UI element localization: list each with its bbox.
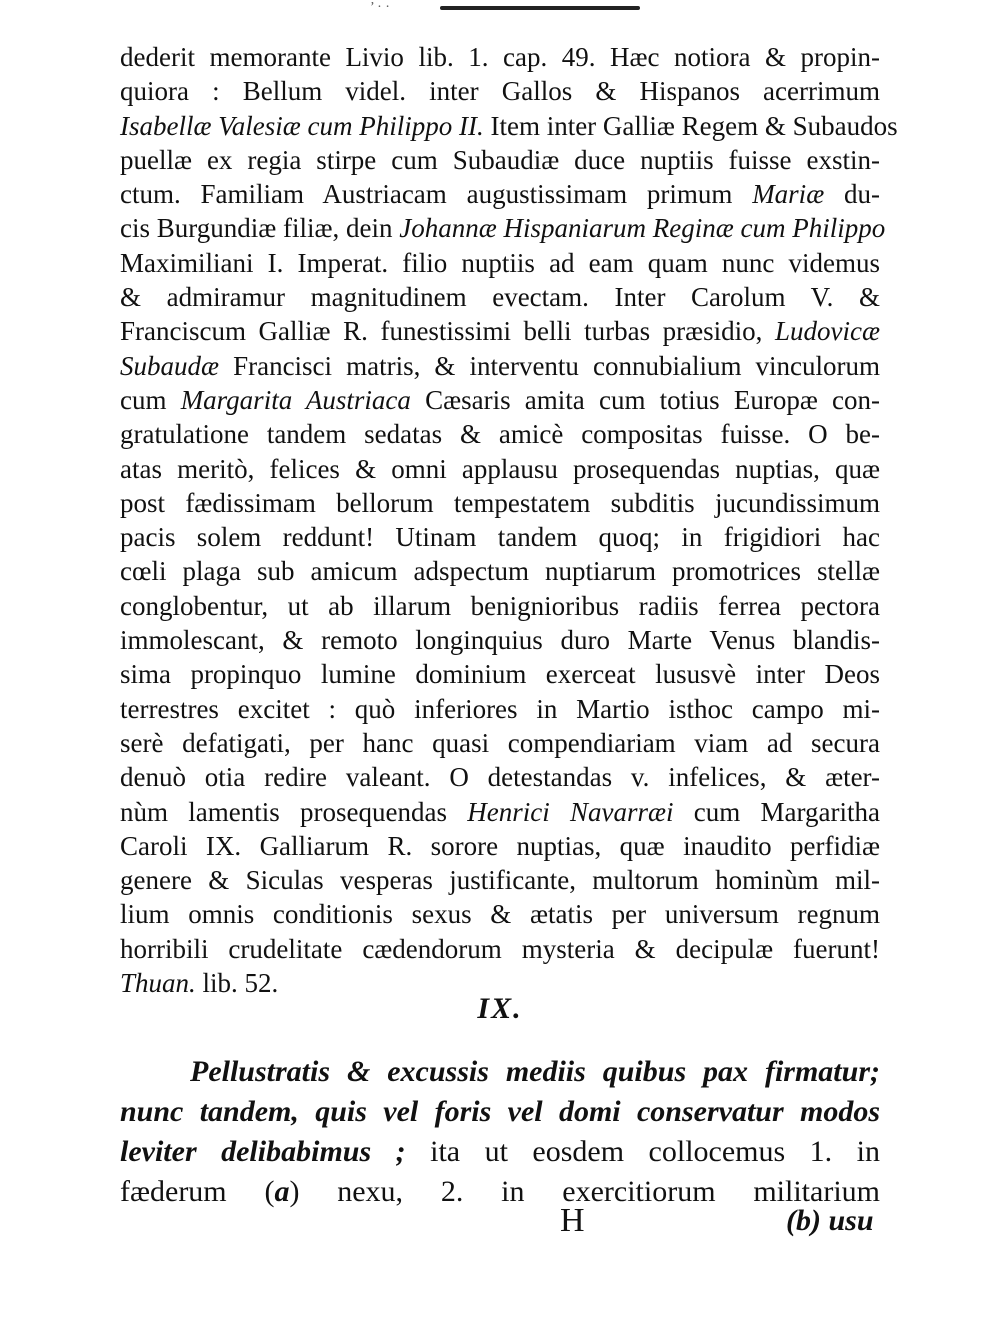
text-run: Cæsaris amita cum totius Europæ con- xyxy=(410,384,881,415)
text-run: cœli plaga sub amicum adspectum nuptiarum promotrices stellæ xyxy=(120,556,880,587)
text-line xyxy=(120,1092,880,1132)
text-run: Franciscum Galliæ R. funestissimi belli turbas præsidio, xyxy=(120,316,775,347)
catchword: (b) usu xyxy=(786,1204,874,1237)
section-text xyxy=(120,1052,880,1212)
text-run: post fædissimam bellorum tempestatem subditis jucundissimum xyxy=(120,487,880,518)
text-run: lium omnis conditionis sexus & ætatis per universum regnum xyxy=(120,899,880,930)
text-line xyxy=(120,486,880,520)
text-line xyxy=(120,657,880,691)
text-run: lib. 52. xyxy=(195,968,279,999)
text-run: pacis solem reddunt! Utinam tandem quoq; in frigidiori hac xyxy=(120,522,880,553)
text-run: du- xyxy=(824,179,880,210)
italic-text-run: Ludovicæ xyxy=(775,316,880,347)
text-run: cum xyxy=(120,384,181,415)
text-line xyxy=(120,897,880,931)
text-line xyxy=(120,932,880,966)
text-line xyxy=(120,211,886,245)
text-run: conglobentur, ut ab illarum benignioribus radiis ferrea pectora xyxy=(120,590,880,621)
text-run: cis Burgundiæ filiæ, dein xyxy=(120,213,400,244)
italic-text-run: Johannæ Hispaniarum Reginæ cum Philippo xyxy=(399,213,886,244)
text-line xyxy=(120,417,880,451)
text-line xyxy=(120,863,880,897)
text-line xyxy=(120,829,880,863)
text-run: Caroli IX. Galliarum R. sorore nuptias, quæ inaudito perfidiæ xyxy=(120,830,880,861)
top-rule xyxy=(440,6,640,10)
text-run: cum Margaritha xyxy=(673,796,880,827)
text-run: horribili crudelitate cædendorum mysteria & decipulæ fuerunt! xyxy=(120,933,880,964)
text-line xyxy=(120,1052,880,1092)
text-line xyxy=(120,246,880,280)
text-run: dederit memorante Livio lib. 1. cap. 49. Hæc notiora & propin- xyxy=(120,42,880,72)
text-run: denuò otia redire valeant. O detestandas v. infelices, & æter- xyxy=(120,762,880,793)
text-run: Maximiliani I. Imperat. filio nuptiis ad eam quam nunc videmus xyxy=(120,247,880,278)
top-marks: ’ · · xyxy=(370,0,390,15)
text-run: sima propinquo lumine dominium exerceat lususvè inter Deos xyxy=(120,659,880,690)
text-run: Item inter Galliæ Regem & Subaudos xyxy=(483,110,898,141)
italic-text-run: Mariæ xyxy=(752,179,825,210)
bold-italic-text-run: leviter delibabimus ; xyxy=(120,1135,406,1168)
text-line xyxy=(120,143,880,177)
section-heading: IX. xyxy=(477,992,523,1025)
signature-mark: H xyxy=(560,1202,585,1239)
text-line xyxy=(120,280,880,314)
text-run: atas meritò, felices & omni applausu prosequendas nuptias, quæ xyxy=(120,453,880,484)
text-run: genere & Siculas vesperas justificante, multorum hominùm mil- xyxy=(120,865,880,896)
text-run: Francisci matris, & interventu connubialium vinculorum xyxy=(219,350,880,381)
text-run: & admiramur magnitudinem evectam. Inter Carolum V. & xyxy=(120,282,880,313)
text-line xyxy=(120,177,880,211)
text-run: puellæ ex regia stirpe cum Subaudiæ duce nuptiis fuisse exstin- xyxy=(120,144,880,175)
text-line xyxy=(120,589,880,623)
text-run: ) nexu, 2. in exercitiorum militarium xyxy=(289,1175,880,1208)
text-line xyxy=(120,520,880,554)
italic-text-run: Henrici Navarræi xyxy=(467,796,674,827)
text-run: fæderum ( xyxy=(120,1175,275,1208)
text-run: terrestres excitet : quò inferiores in Martio isthoc campo mi- xyxy=(120,693,880,724)
text-line xyxy=(120,74,880,108)
text-line xyxy=(120,554,880,588)
italic-text-run: Margarita Austriaca xyxy=(180,384,411,415)
text-line xyxy=(120,109,898,143)
text-line xyxy=(120,383,880,417)
text-run: gratulatione tandem sedatas & amicè compositas fuisse. O be- xyxy=(120,419,880,450)
text-line xyxy=(120,795,880,829)
bold-italic-text-run: a xyxy=(274,1175,290,1208)
italic-text-run: Subaudæ xyxy=(120,350,220,381)
body-text xyxy=(120,40,898,1000)
text-run: quiora : Bellum videl. inter Gallos & Hispanos acerrimum xyxy=(120,76,880,107)
bold-italic-text-run: Pellustratis & excussis mediis quibus pax firmatur; xyxy=(190,1055,880,1088)
italic-text-run: Thuan. xyxy=(120,968,196,999)
text-run: nùm lamentis prosequendas xyxy=(120,796,468,827)
bold-italic-text-run: nunc tandem, quis vel foris vel domi conservatur modos xyxy=(120,1095,880,1128)
text-line xyxy=(120,314,880,348)
text-run: ita ut eosdem collocemus 1. in xyxy=(405,1135,880,1168)
text-line xyxy=(120,40,880,74)
text-line xyxy=(120,1172,880,1212)
text-run: ctum. Familiam Austriacam augustissimam primum xyxy=(120,179,753,210)
text-line xyxy=(120,1132,880,1172)
text-line xyxy=(120,726,880,760)
text-line xyxy=(120,349,880,383)
text-line xyxy=(120,623,880,657)
text-run: immolescant, & remoto longinquius duro Marte Venus blandis- xyxy=(120,625,880,656)
text-run: serè defatigati, per hanc quasi compendiariam viam ad secura xyxy=(120,727,880,758)
text-line xyxy=(120,452,880,486)
text-line xyxy=(120,692,880,726)
italic-text-run: Isabellæ Valesiæ cum Philippo II. xyxy=(120,110,484,141)
text-line xyxy=(120,760,880,794)
